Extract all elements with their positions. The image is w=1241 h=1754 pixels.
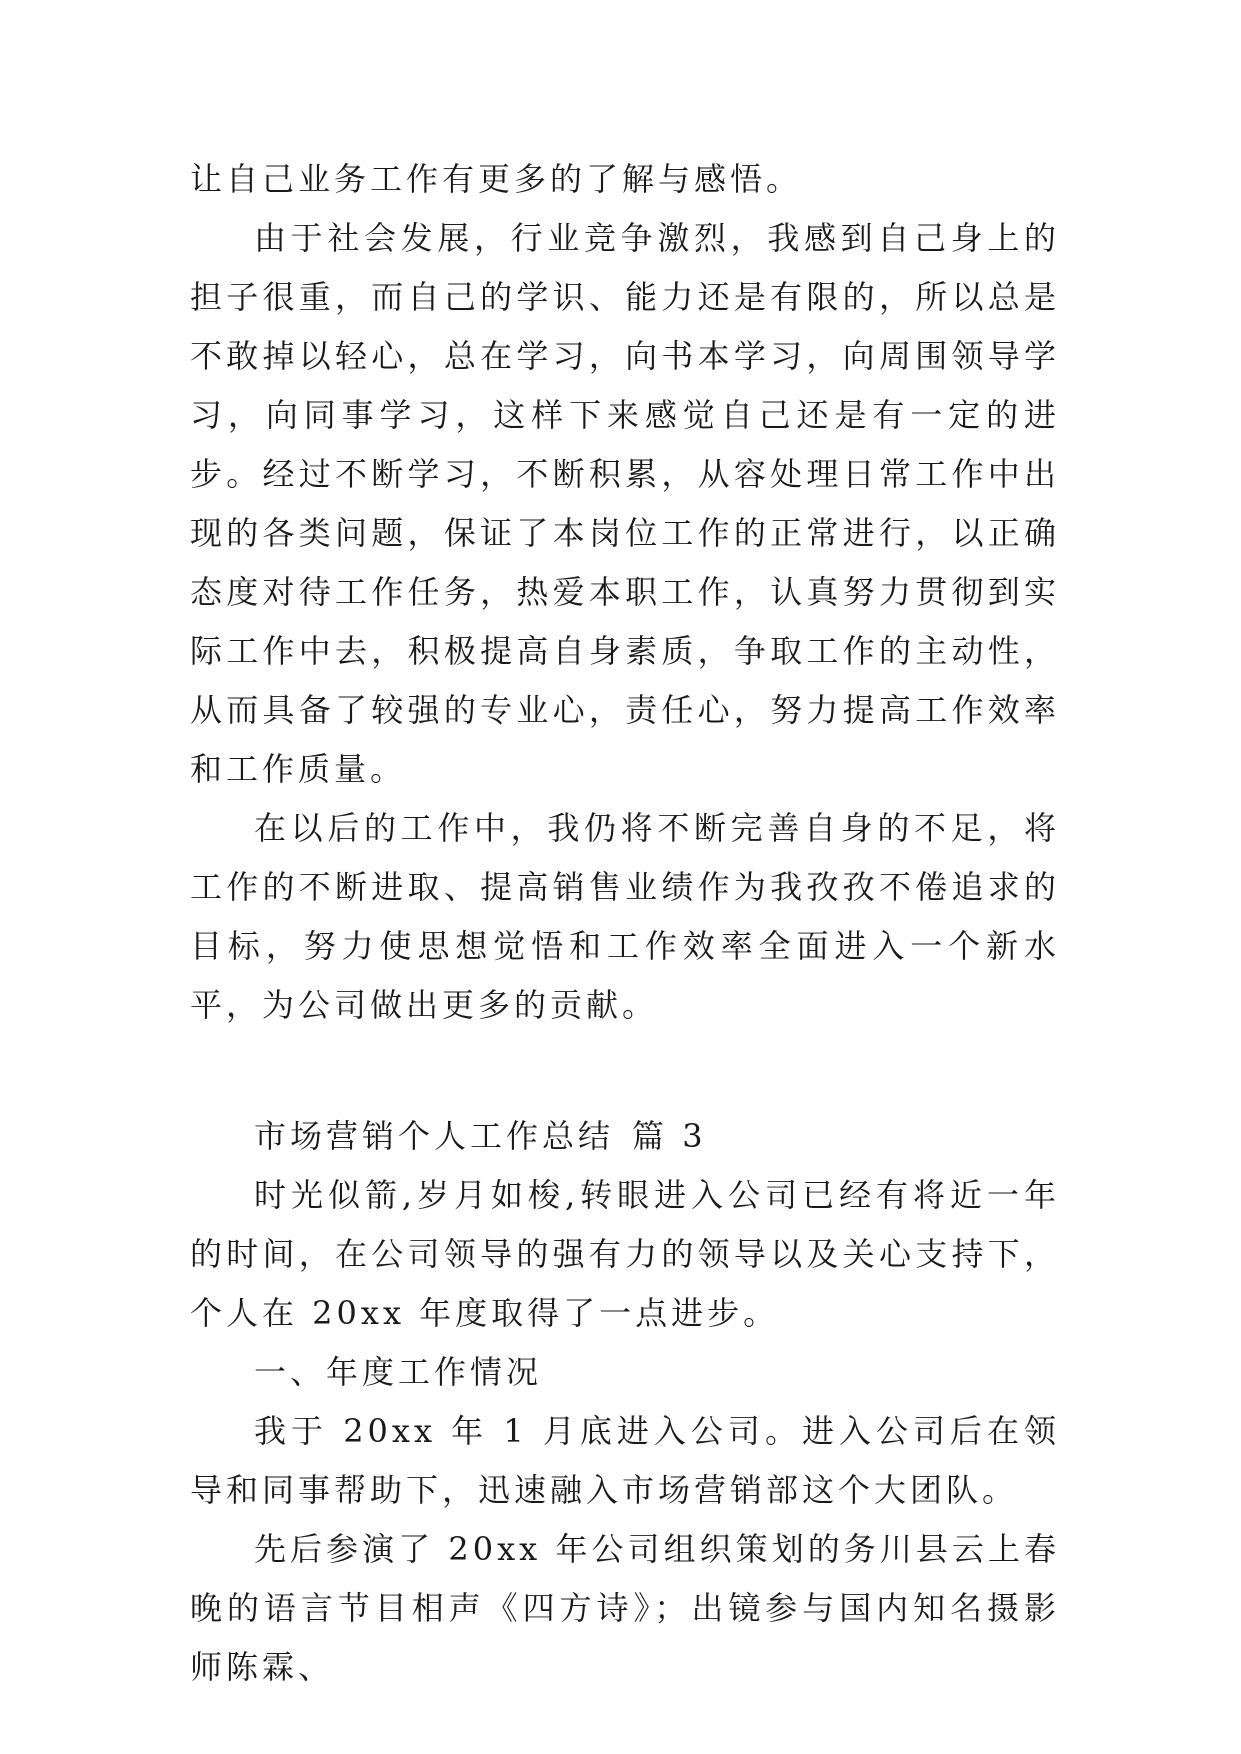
- document-body: [190, 150, 1060, 1697]
- paragraph: 先后参演了 20xx 年公司组织策划的务川县云上春晚的语言节目相声《四方诗》；出镜参与国内知名摄影师陈霖、: [190, 1530, 1060, 1686]
- paragraph: 我于 20xx 年 1 月底进入公司。进入公司后在领导和同事帮助下，迅速融入市场营销部这个大团队。: [190, 1412, 1060, 1509]
- paragraph: 在以后的工作中，我仍将不断完善自身的不足，将工作的不断进取、提高销售业绩作为我孜孜不倦追求的目标，努力使思想觉悟和工作效率全面进入一个新水平，为公司做出更多的贡献。: [190, 809, 1060, 1024]
- paragraph: 时光似箭,岁月如梭,转眼进入公司已经有将近一年的时间，在公司领导的强有力的领导以及关心支持下，个人在 20xx 年度取得了一点进步。: [190, 1176, 1060, 1332]
- paragraph: 由于社会发展，行业竞争激烈，我感到自己身上的担子很重，而自己的学识、能力还是有限的，所以总是不敢掉以轻心，总在学习，向书本学习，向周围领导学习，向同事学习，这样下来感觉自己还是有一定的进步。经过不断学习，不断积累，从容处理日常工作中出现的各类问题，保证了本岗位工作的正常进行，以正确态度对待工作任务，热爱本职工作，认真努力贯彻到实际工作中去，积极提高自身素质，争取工作的主动性，从而具备了较强的专业心，责任心，努力提高工作效率和工作质量。: [190, 219, 1060, 788]
- paragraph: 让自己业务工作有更多的了解与感悟。: [190, 160, 803, 198]
- section-heading: [190, 1107, 1060, 1166]
- section-title: 市场营销个人工作总结: [254, 1117, 615, 1155]
- subheading: 一、年度工作情况: [254, 1353, 543, 1391]
- section-number: 篇 3: [632, 1117, 707, 1155]
